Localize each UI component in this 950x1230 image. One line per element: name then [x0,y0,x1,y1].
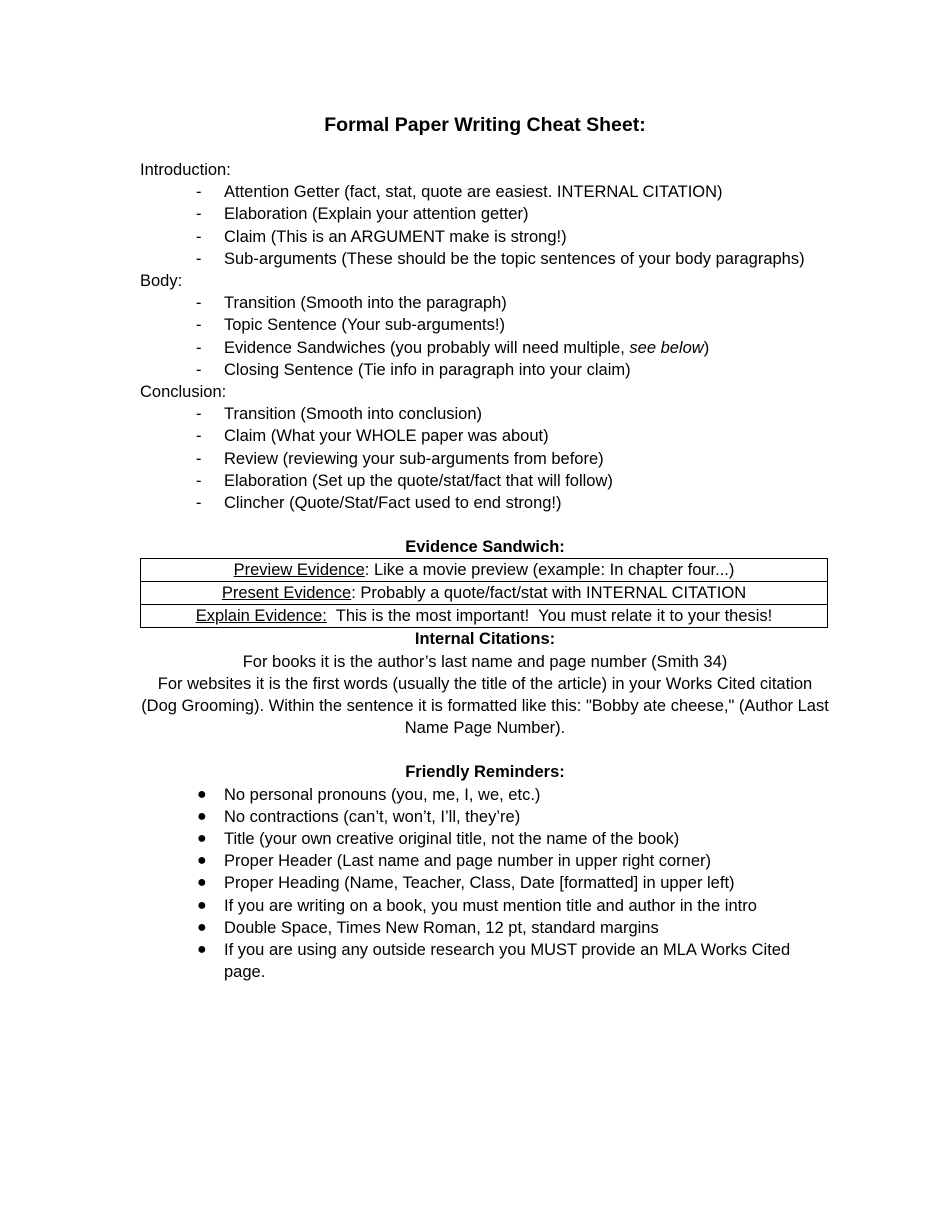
dash-marker: - [196,338,202,357]
list-item: - Claim (This is an ARGUMENT make is strong!) [140,226,830,248]
introduction-list [140,181,830,270]
list-item: - Attention Getter (fact, stat, quote are easiest. INTERNAL CITATION) [140,181,830,203]
table-row [141,605,828,628]
dash-marker: - [196,471,202,490]
bullet-icon: ● [197,807,207,825]
bullet-icon: ● [197,896,207,914]
bullet-icon: ● [197,874,207,892]
citation-websites-text: For websites it is the first words (usually the title of the article) in your Works Cited citation (Dog Grooming). Within the sentence it is formatted like this: "Bobby ate cheese," (Author Last Name Page Number). [141,674,829,738]
list-item: ● No personal pronouns (you, me, I, we, etc.) [140,784,830,806]
present-evidence-term: Present Evidence [221,584,352,603]
list-item: - Transition (Smooth into conclusion) [140,403,830,425]
section-label-introduction: Introduction: [140,161,231,179]
dash-marker: - [196,494,202,513]
table-cell: Present Evidence: Probably a quote/fact/stat with INTERNAL CITATION [141,582,828,605]
page-title: Formal Paper Writing Cheat Sheet: [324,114,646,136]
section-label-conclusion: Conclusion: [140,383,227,402]
list-item: ● If you are writing on a book, you must mention title and author in the intro [140,895,830,917]
table-cell: Explain Evidence: This is the most important! You must relate it to your thesis! [141,605,828,628]
dash-marker: - [196,205,202,224]
dash-marker: - [196,316,202,335]
bullet-icon: ● [197,852,207,870]
spacer [140,739,830,761]
list-item: - Evidence Sandwiches (you probably will need multiple, see below) [140,337,830,359]
spacer [140,514,830,536]
dash-marker: - [196,294,202,313]
table-cell: Preview Evidence: Like a movie preview (example: In chapter four...) [141,559,828,582]
list-item: - Closing Sentence (Tie info in paragraph into your claim) [140,359,830,381]
list-item: ● Double Space, Times New Roman, 12 pt, standard margins [140,917,830,939]
dash-marker: - [196,360,202,379]
list-item: - Elaboration (Explain your attention getter) [140,203,830,225]
document-content [140,112,830,984]
list-item: ● If you are using any outside research you MUST provide an MLA Works Cited page. [197,941,791,982]
list-item: - Review (reviewing your sub-arguments from before) [140,448,830,470]
citation-books-text: For books it is the author’s last name and page number (Smith 34) [242,652,728,671]
dash-marker: - [196,427,202,446]
bullet-icon: ● [197,941,207,959]
list-item: ● No contractions (can’t, won’t, I’ll, they’re) [140,806,830,828]
conclusion-list [140,403,830,514]
list-item: - Clincher (Quote/Stat/Fact used to end strong!) [140,492,830,514]
dash-marker: - [196,183,202,202]
list-item: ● Proper Heading (Name, Teacher, Class, Date [formatted] in upper left) [140,872,830,894]
list-item: ● Title (your own creative original title, not the name of the book) [140,828,830,850]
body-list [140,292,830,381]
explain-evidence-term: Explain Evidence: [195,607,327,626]
dash-marker: - [196,405,202,424]
friendly-reminders-heading: Friendly Reminders: [405,763,565,782]
list-item: - Claim (What your WHOLE paper was about) [140,425,830,447]
dash-marker: - [196,249,202,268]
see-below-emphasis: see below [629,338,704,357]
bullet-icon: ● [197,918,207,936]
table-row [141,582,828,605]
friendly-reminders-list [140,784,830,984]
table-row [141,559,828,582]
list-item: - Topic Sentence (Your sub-arguments!) [140,314,830,336]
dash-marker: - [196,449,202,468]
section-label-body: Body: [140,272,183,291]
list-item: - Elaboration (Set up the quote/stat/fact that will follow) [140,470,830,492]
preview-evidence-term: Preview Evidence [233,561,365,580]
bullet-icon: ● [197,830,207,848]
bullet-icon: ● [197,785,207,803]
list-item: - Sub-arguments (These should be the topic sentences of your body paragraphs) [140,248,830,270]
evidence-sandwich-heading: Evidence Sandwich: [405,538,565,557]
dash-marker: - [196,227,202,246]
internal-citations-heading: Internal Citations: [414,630,556,649]
list-item: ● Proper Header (Last name and page number in upper right corner) [140,850,830,872]
list-item: - Transition (Smooth into the paragraph) [140,292,830,314]
evidence-sandwich-table [140,558,828,628]
